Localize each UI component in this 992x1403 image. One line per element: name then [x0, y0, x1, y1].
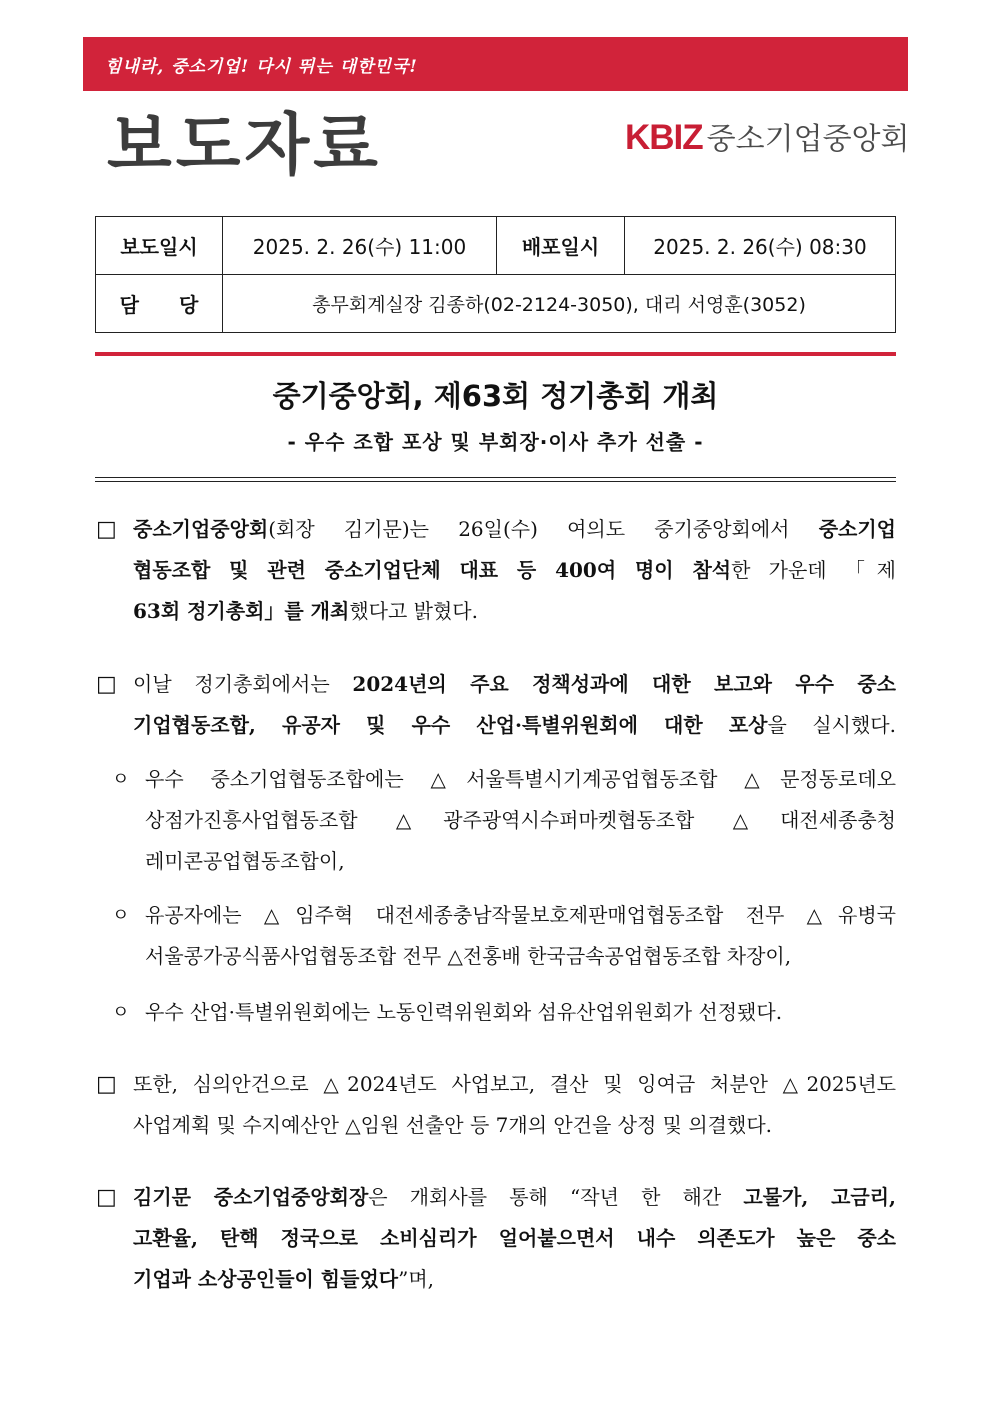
org-name: 중소기업중앙회	[133, 517, 269, 541]
sub-paragraph-3: 우수 산업·특별위원회에는 노동인력위원회와 섬유산업위원회가 선정됐다.	[145, 1000, 783, 1024]
headline: 중기중앙회, 제63회 정기총회 개최	[272, 379, 719, 413]
bullet-box: □	[96, 1072, 117, 1097]
document-title: 보도자료	[107, 106, 382, 184]
paragraph-2: 이날 정기총회에서는 2024년의 주요 정책성과에 대한 보고와 우수 중소 기업협동조합, 유공자 및 우수 산업·특별위원회에 대한 포상을 실시했다.	[133, 672, 896, 737]
divider-double-bottom	[95, 481, 896, 482]
banner-slogan: 힘내라, 중소기업! 다시 뛰는 대한민국!	[105, 57, 418, 77]
sub-bullet: ㅇ	[112, 905, 130, 926]
distribution-time-value: 2025. 2. 26(수) 08:30	[653, 235, 867, 259]
paragraph-1: 중소기업중앙회(회장 김기문)는 26일(수) 여의도 중기중앙회에서 중소기업 협동조합 및 관련 중소기업단체 대표 등 400여 명이 참석한 가운데 「제 63회 정기총회」를 개최했다고 밝혔다.	[133, 517, 896, 623]
bullet-box: □	[96, 672, 117, 697]
release-time-value: 2025. 2. 26(수) 11:00	[252, 235, 467, 259]
sub-paragraph-2: 유공자에는 △임주혁 대전세종충남작물보호제판매업협동조합 전무 △유병국 서울콩가공식품사업협동조합 전무 △전홍배 한국금속공업협동조합 차장이,	[145, 903, 896, 968]
release-time-label: 보도일시	[120, 235, 198, 259]
sub-paragraph-1: 우수 중소기업협동조합에는 △서울특별시기계공업협동조합 △문정동로데오 상점가진흥사업협동조합 △광주광역시수퍼마켓협동조합 △대전세종충청 레미콘공업협동조합이,	[145, 767, 896, 873]
bullet-box: □	[96, 517, 117, 542]
paragraph-3: 또한, 심의안건으로 △2024년도 사업보고, 결산 및 잉여금 처분안 △2025년도 사업계획 및 수지예산안 △임원 선출안 등 7개의 안건을 상정 및 의결했다.	[133, 1072, 896, 1137]
paragraph-4: 김기문 중소기업중앙회장은 개회사를 통해 “작년 한 해간 고물가, 고금리, 고환율, 탄핵 정국으로 소비심리가 얼어붙으면서 내수 의존도가 높은 중소 기업과 소상공인들이 힘들었다”며,	[133, 1185, 896, 1291]
release-info-table	[95, 216, 896, 333]
logo-mark: KBIZ	[625, 118, 703, 157]
logo-text: 중소기업중앙회	[706, 122, 910, 157]
slogan-banner	[83, 37, 908, 91]
distribution-time-label: 배포일시	[521, 235, 600, 259]
divider-double-top	[95, 477, 896, 478]
bullet-box: □	[96, 1185, 117, 1210]
contact-label: 담 당	[119, 293, 199, 317]
contact-value: 총무회계실장 김종하(02-2124-3050), 대리 서영훈(3052)	[312, 294, 806, 316]
subheadline: - 우수 조합 포상 및 부회장·이사 추가 선출 -	[287, 430, 704, 454]
sub-bullet: ㅇ	[112, 769, 130, 790]
sub-bullet: ㅇ	[112, 1002, 130, 1023]
kbiz-logo	[625, 118, 910, 164]
divider-red	[95, 352, 896, 356]
